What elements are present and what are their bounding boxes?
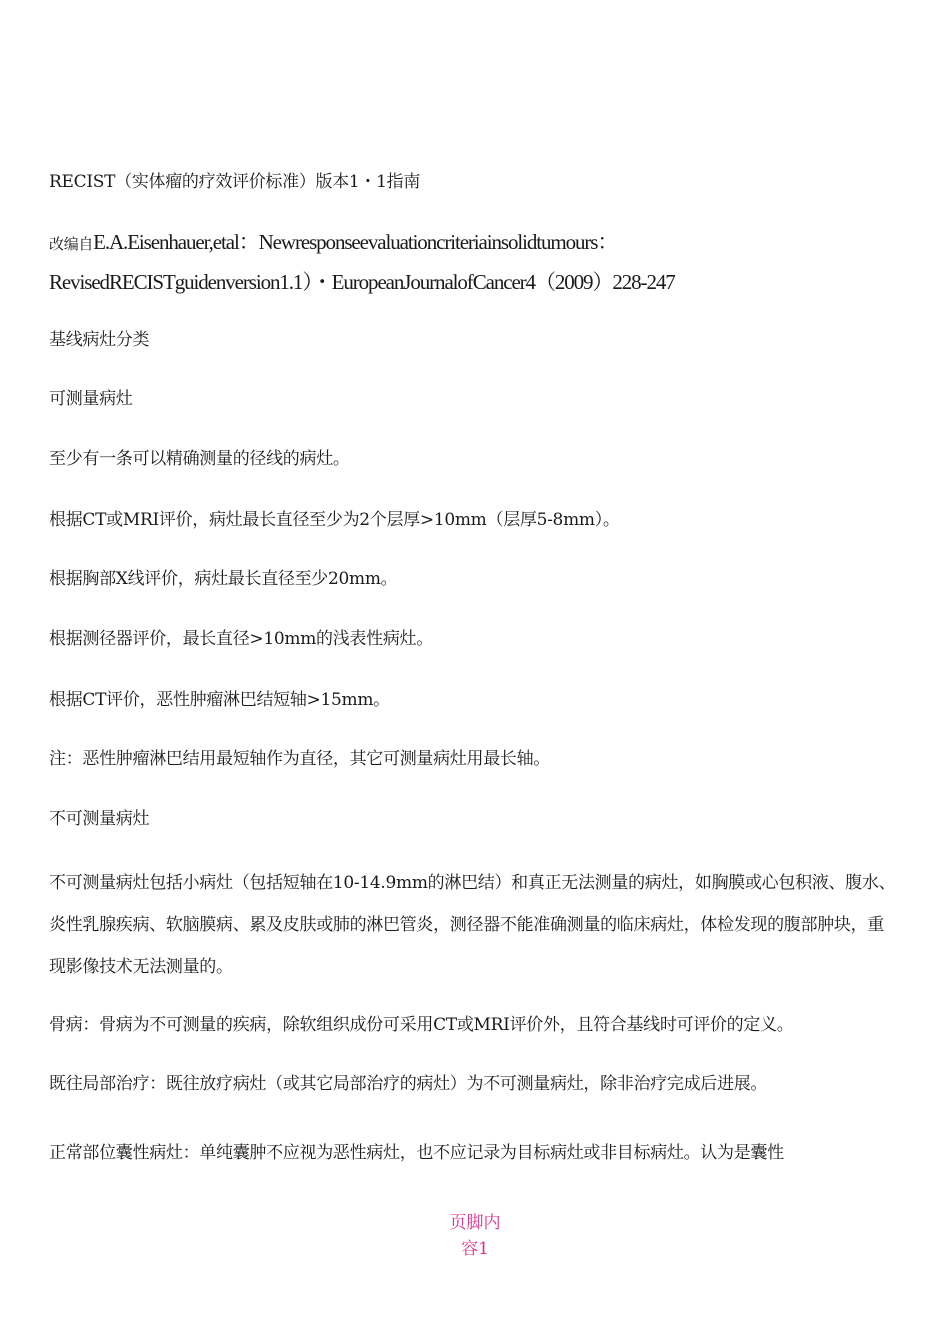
heading-baseline-classification: 基线病灶分类: [49, 330, 150, 350]
page-footer: [0, 1210, 950, 1262]
reference-citation-1: E.A.Eisenhauer,etal：Newresponseevaluationcriteriainsolidtumours：: [93, 230, 618, 254]
measurable-item: 根据胸部X线评价，病灶最长直径至少20mm。: [49, 569, 398, 589]
reference-line-2: RevisedRECISTguidenversion1.1）・EuropeanJournalofCancer4（2009）228-247: [49, 270, 675, 294]
document-title: RECIST（实体瘤的疗效评价标准）版本1・1指南: [49, 172, 421, 192]
reference-line-1: [49, 222, 617, 265]
heading-nonmeasurable-lesions: 不可测量病灶: [49, 809, 150, 829]
measurable-note: 注：恶性肿瘤淋巴结用最短轴作为直径，其它可测量病灶用最长轴。: [49, 749, 550, 769]
measurable-item: 根据CT评价，恶性肿瘤淋巴结短轴>15mm。: [49, 690, 390, 710]
heading-measurable-lesions: 可测量病灶: [49, 389, 133, 409]
measurable-item: 至少有一条可以精确测量的径线的病灶。: [49, 449, 350, 469]
prior-treatment-paragraph: 既往局部治疗：既往放疗病灶（或其它局部治疗的病灶）为不可测量病灶，除非治疗完成后进展。: [49, 1074, 768, 1094]
bone-disease-paragraph: 骨病：骨病为不可测量的疾病，除软组织成份可采用CT或MRI评价外，且符合基线时可评价的定义。: [49, 1015, 794, 1035]
cystic-lesion-paragraph: 正常部位囊性病灶：单纯囊肿不应视为恶性病灶，也不应记录为目标病灶或非目标病灶。认为是囊性: [49, 1143, 784, 1163]
nonmeasurable-paragraph: 不可测量病灶包括小病灶（包括短轴在10-14.9mm的淋巴结）和真正无法测量的病灶，如胸膜或心包积液、腹水、炎性乳腺疾病、软脑膜病、累及皮肤或肺的淋巴管炎，测径器不能准确测量的临床病灶，体检发现的腹部肿块，重现影像技术无法测量的。: [49, 873, 896, 977]
reference-prefix: 改编自: [49, 237, 94, 253]
measurable-item: 根据测径器评价，最长直径>10mm的浅表性病灶。: [49, 629, 433, 649]
footer-line-2: 容1: [461, 1239, 489, 1259]
footer-line-1: 页脚内: [449, 1213, 501, 1233]
measurable-item: 根据CT或MRI评价，病灶最长直径至少为2个层厚>10mm（层厚5-8mm）。: [49, 510, 620, 530]
